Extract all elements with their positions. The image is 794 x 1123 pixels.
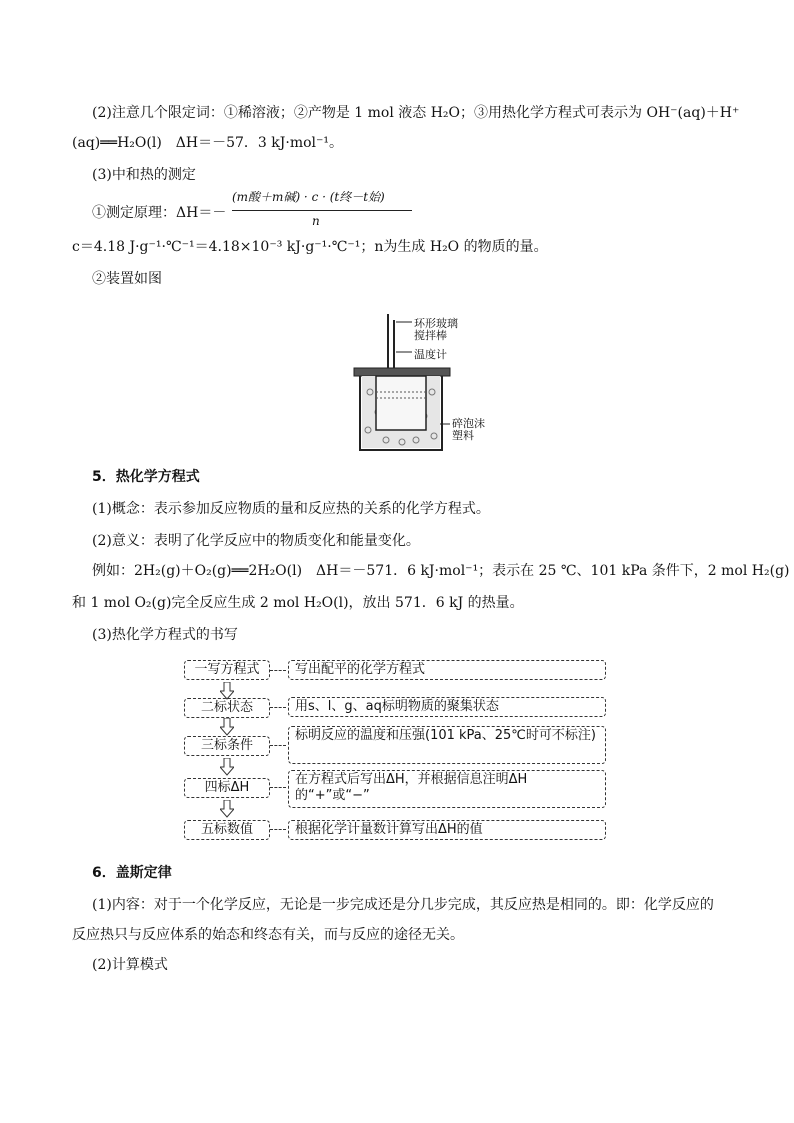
flow-desc-5: 根据化学计量数计算写出ΔH的值 — [288, 820, 606, 840]
flow-step-2: 二标状态 — [184, 698, 270, 718]
flow-desc-3: 标明反应的温度和压强(101 kPa、25℃时可不标注) — [288, 726, 606, 764]
section6-calc: (2)计算模式 — [92, 957, 168, 973]
flow-connector-5 — [270, 829, 286, 830]
label-stirrer-2: 搅拌棒 — [414, 329, 447, 342]
label-foam-2: 塑料 — [452, 429, 474, 442]
lid — [354, 368, 450, 376]
label-foam — [452, 418, 485, 442]
flow-step-1: 一写方程式 — [184, 660, 270, 680]
flow-step-5: 五标数值 — [184, 820, 270, 840]
section5-concept: (1)概念：表示参加反应物质的量和反应热的关系的化学方程式。 — [92, 501, 490, 517]
note2-line2: (aq)══H₂O(l) ΔH＝－57．3 kJ·mol⁻¹。 — [72, 135, 344, 151]
section6-title: 6．盖斯定律 — [92, 865, 172, 881]
label-stirrer — [414, 318, 458, 342]
flow-step-4: 四标ΔH — [184, 778, 270, 798]
flow-connector-2 — [270, 707, 286, 708]
note3-heading: (3)中和热的测定 — [92, 167, 196, 183]
label-foam-1: 碎泡沫 — [452, 417, 485, 430]
formula-numerator: (m酸＋m碱) · c · (t终－t始) — [232, 190, 385, 204]
flow-desc-4: 在方程式后写出ΔH，并根据信息注明ΔH的“+”或“−” — [288, 770, 606, 808]
section5-example-line1: 例如：2H₂(g)＋O₂(g)══2H₂O(l) ΔH＝－571．6 kJ·mol⁻¹；表示在 25 ℃、101 kPa 条件下，2 mol H₂(g) — [92, 563, 790, 579]
c-definition: c＝4.18 J·g⁻¹·℃⁻¹＝4.18×10⁻³ kJ·g⁻¹·℃⁻¹；n为生成 H₂O 的物质的量。 — [72, 239, 548, 255]
label-stirrer-1: 环形玻璃 — [414, 317, 458, 330]
formula-fraction — [232, 188, 422, 232]
flow-connector-1 — [270, 670, 286, 671]
down-arrow-icon — [220, 800, 234, 818]
flow-connector-3 — [270, 745, 286, 746]
label-thermometer: 温度计 — [414, 348, 447, 361]
flow-desc-2: 用s、l、g、aq标明物质的聚集状态 — [288, 697, 606, 717]
section5-writing: (3)热化学方程式的书写 — [92, 627, 238, 643]
flow-desc-1: 写出配平的化学方程式 — [288, 660, 606, 680]
down-arrow-icon — [220, 718, 234, 736]
section5-title: 5．热化学方程式 — [92, 469, 200, 485]
section6-content-line2: 反应热只与反应体系的始态和终态有关，而与反应的途径无关。 — [72, 927, 464, 943]
flow-step-3: 三标条件 — [184, 736, 270, 756]
section6-content-line1: (1)内容：对于一个化学反应，无论是一步完成还是分几步完成，其反应热是相同的。即：化学反应的 — [92, 897, 714, 913]
fraction-bar — [232, 210, 412, 211]
note2-line1: (2)注意几个限定词：①稀溶液；②产物是 1 mol 液态 H₂O；③用热化学方程式可表示为 OH⁻(aq)＋H⁺ — [92, 105, 740, 121]
inner-beaker — [376, 376, 426, 430]
device-label: ②装置如图 — [92, 271, 162, 287]
flow-connector-4 — [270, 787, 286, 788]
section5-meaning: (2)意义：表明了化学反应中的物质变化和能量变化。 — [92, 533, 420, 549]
principle-label: ①测定原理：ΔH＝－ — [92, 205, 227, 221]
formula-denominator: n — [312, 214, 320, 228]
section5-example-line2: 和 1 mol O₂(g)完全反应生成 2 mol H₂O(l)，放出 571．6 kJ 的热量。 — [72, 595, 524, 611]
down-arrow-icon — [220, 758, 234, 776]
